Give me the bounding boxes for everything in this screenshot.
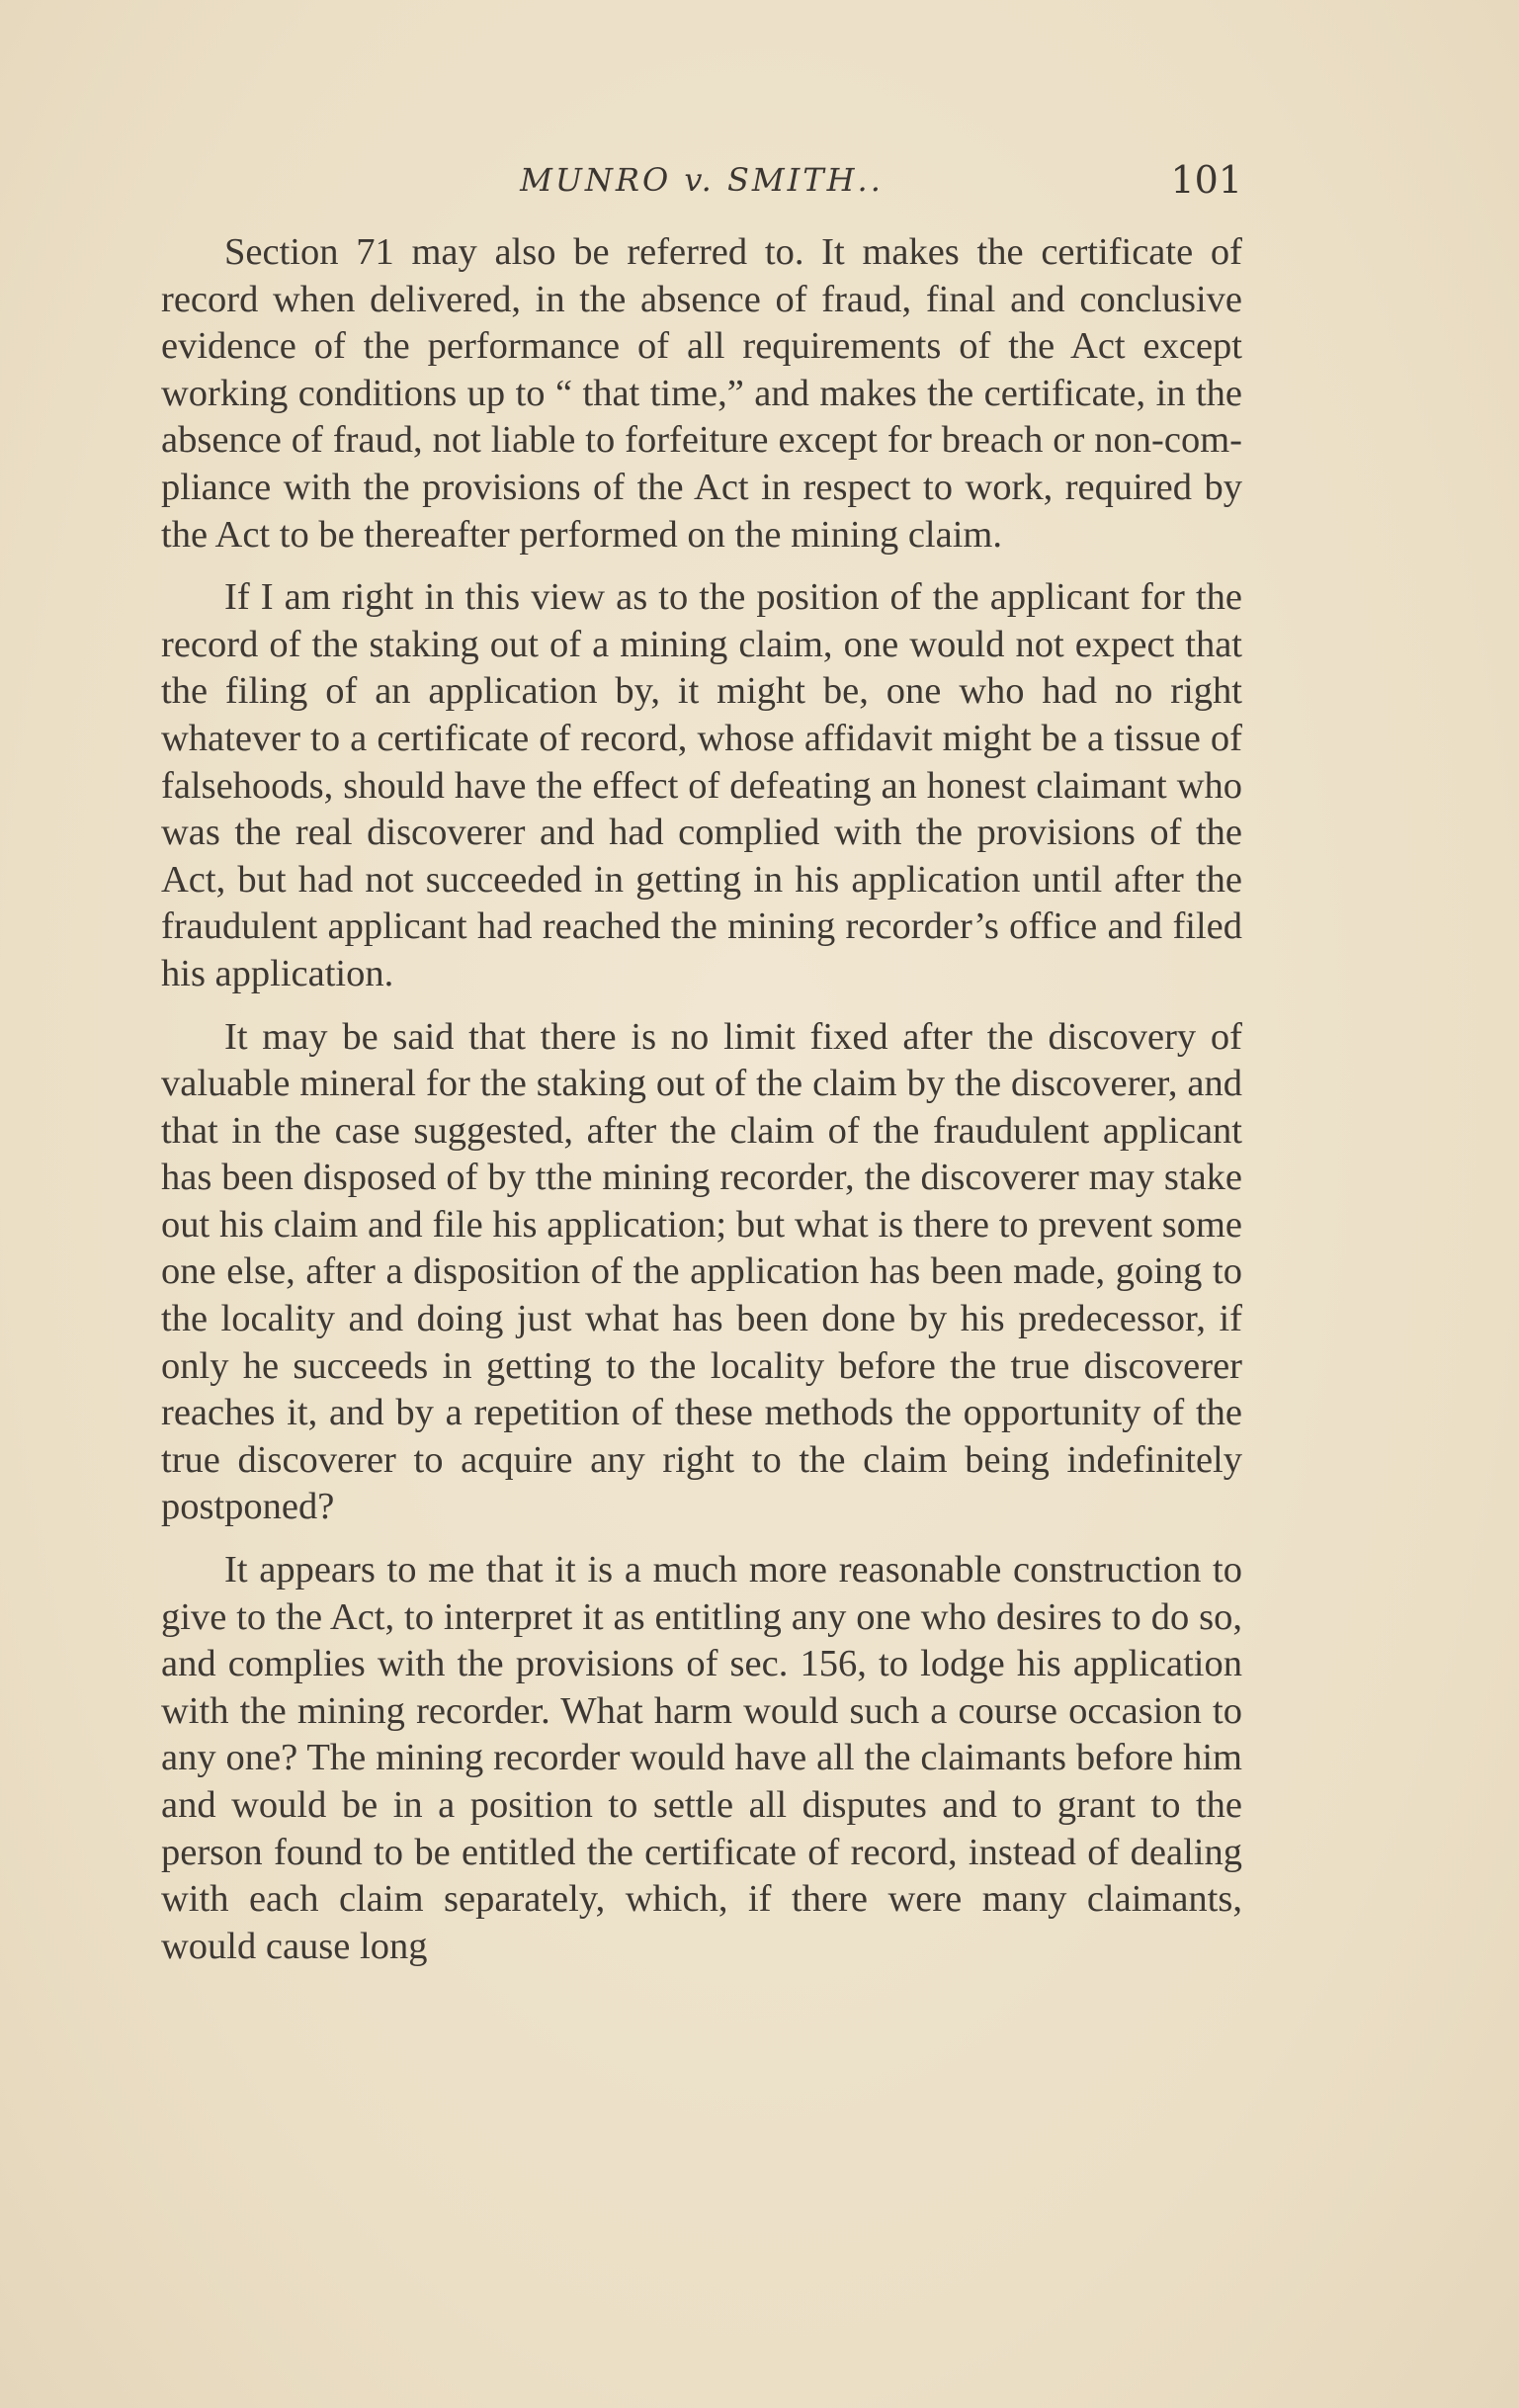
page-number: 101: [1170, 158, 1242, 202]
paragraph-1: Section 71 may also be referred to. It makes the certificate of record when delivered, in the absence of fraud, final and conclusive evidence of the performance of all requirements of the Act except working conditions up to “ that time,” and makes the certificate, in the absence of fraud, not liable to forfeiture except for breach or non-compliance with the provisions of the Act in respect to work, required by the Act to be thereafter performed on the mining claim.: [161, 231, 1242, 556]
paragraph-4: It appears to me that it is a much more reasonable construction to give to the Act, to interpret it as entitling any one who desires to do so, and complies with the provisions of sec. 156, to lodge his application with the mining recorder. What harm would such a course occasion to any one? The mining recorder would have all the claimants before him and would be in a position to settle all disputes and to grant to the person found to be entitled the certificate of record, instead of dealing with each claim separately, which, if there were many claimants, would cause long: [161, 1549, 1242, 1967]
running-title: MUNRO v. SMITH..: [520, 161, 884, 199]
running-head: [161, 150, 1242, 210]
body-text: [161, 229, 1242, 1986]
paragraph-3: It may be said that there is no limit fixed after the discovery of valuable mineral for the staking out of the claim by the discoverer, and that in the case suggested, after the claim of the fraudulent applicant has been disposed of by tthe mining recorder, the discoverer may stake out his claim and file his application; but what is there to prevent some one else, after a disposition of the application has been made, going to the locality and doing just what has been done by his predecessor, if only he succeeds in getting to the locality before the true discoverer reaches it, and by a repetition of these methods the opportunity of the true discoverer to acquire any right to the claim being indefinitely postponed?: [161, 1015, 1242, 1528]
paragraph-2: If I am right in this view as to the position of the applicant for the record of the staking out of a mining claim, one would not expect that the filing of an application by, it might be, one who had no right whatever to a certificate of record, whose affidavit might be a tissue of falsehoods, should have the effect of defeating an honest claimant who was the real discoverer and had complied with the provisions of the Act, but had not succeeded in getting in his application until after the fraudulent applicant had reached the mining recorder’s office and filed his application.: [161, 576, 1242, 994]
